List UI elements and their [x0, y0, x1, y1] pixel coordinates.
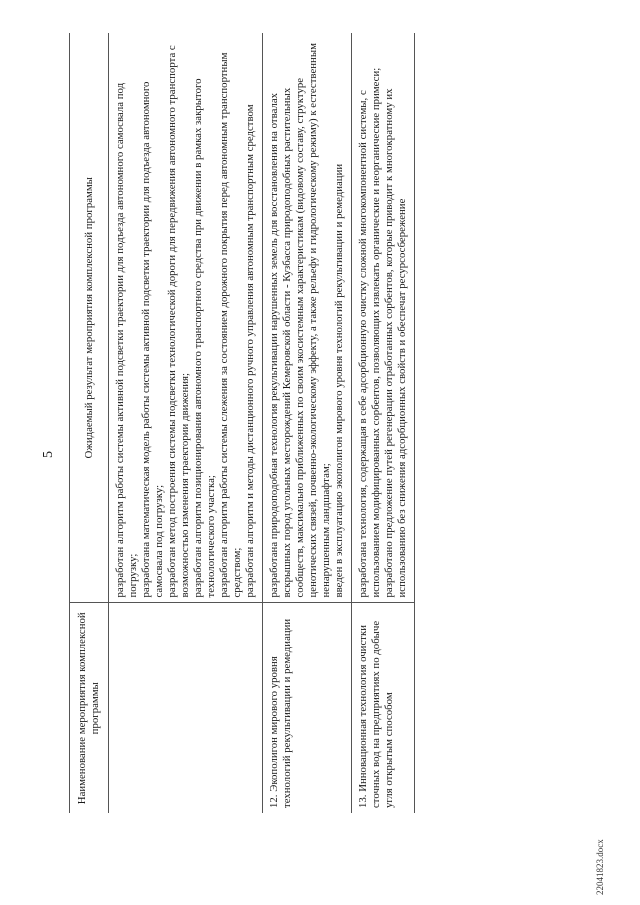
header-name: Наименование мероприятия комплексной программы: [70, 603, 109, 813]
table-row: [352, 33, 415, 813]
result-item: разработан алгоритм работы системы активной подсветки траектории для подъезда автономного самосвала под погрузку;: [114, 82, 139, 598]
table-row: [109, 33, 263, 813]
result-item: разработана природоподобная технология рекультивации нарушенных земель для восстановления на отвалах вскрышных пород угольных месторождений Кемеровской области - Кузбасса природоподобных растительных сообществ, максимально приближенных по своим экосистемным характеристикам (видовому составу, структуре ценотических связей, почвенно-экологическому эффекту, а также рельефу и гидрологическому режиму) к естественным ненарушенным ландшафтам;: [268, 43, 332, 598]
row-name: 13. Инновационная технология очистки сточных вод на предприятиях по добыче угля открытым способом: [352, 603, 415, 813]
table-row: [263, 33, 352, 813]
result-item: разработано предложение путей регенерации отработанных сорбентов, которые приводит к многократному их использованию без снижения адсорбционных свойств и обеспечат ресурсосбережение: [383, 88, 408, 598]
table-header-row: [70, 33, 109, 813]
row-results: [263, 33, 352, 603]
row-results: [109, 33, 263, 603]
result-item: разработан алгоритм позиционирования автономного транспортного средства при движении в рамках закрытого технологического участка;: [192, 78, 217, 598]
row-name: 12. Экополигон мирового уровня технологий рекультивации и ремедиации: [263, 603, 352, 813]
page-number: 5: [41, 451, 56, 458]
result-item: разработан алгоритм работы системы слежения за состоянием дорожного покрытия перед автономным транспортным средством;: [218, 52, 243, 598]
header-result: Ожидаемый результат мероприятия комплексной программы: [70, 33, 109, 603]
document-id: 22041823.docx: [595, 839, 605, 895]
result-item: разработан алгоритм и методы дистанционного ручного управления автономным транспортным средством: [244, 104, 256, 598]
result-item: введен в эксплуатацию экополигон мирового уровня технологий рекультивации и ремедиации: [333, 163, 345, 598]
row-results: [352, 33, 415, 603]
result-item: разработан метод построения системы подсветки технологической дороги для передвижения автономного транспорта с возможностью изменения траектории движения;: [166, 45, 191, 598]
program-table: [69, 33, 415, 813]
result-item: разработана математическая модель работы системы активной подсветки траектории для подъезда автономного самосвала под погрузку;: [140, 81, 165, 598]
result-item: разработана технология, содержащая в себе адсорбционную очистку сложной многокомпонентной системы, с использованием модифицированных сорбентов, позволяющих извлекать органические и неорганические примеси;: [357, 67, 382, 598]
row-name: [109, 603, 263, 813]
